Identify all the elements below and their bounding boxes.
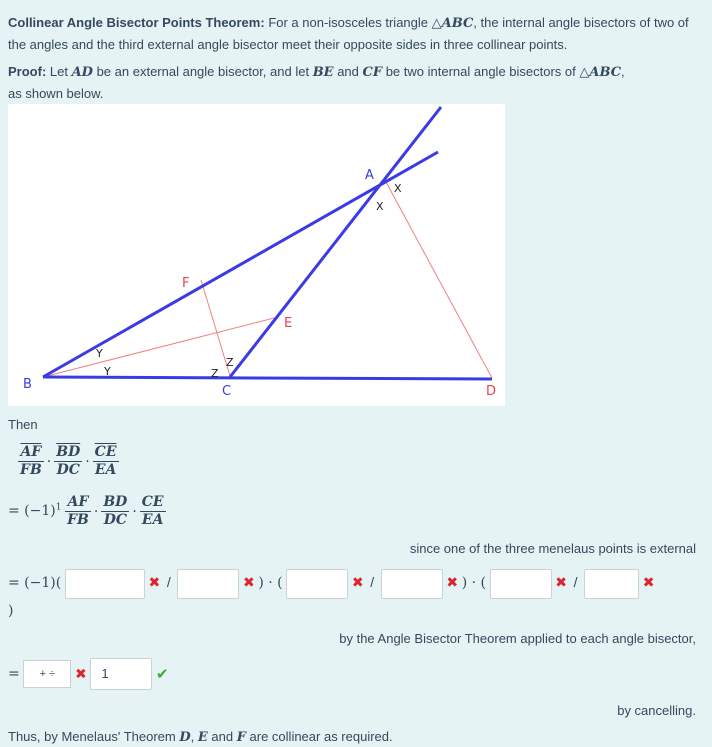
correct-icon: ✔ — [155, 666, 169, 683]
incorrect-icon: ✖ — [642, 574, 655, 590]
answer-input-value[interactable]: 1 — [90, 658, 152, 690]
note-cancelling: by cancelling. — [617, 703, 696, 718]
theorem-title: Collinear Angle Bisector Points Theorem: — [8, 15, 265, 30]
answer-input-5[interactable] — [490, 569, 552, 599]
geometry-figure — [8, 104, 505, 406]
incorrect-icon: ✖ — [74, 665, 87, 682]
angle-mark-z1: Z — [211, 367, 219, 380]
note-angle-bisector: by the Angle Bisector Theorem applied to each angle bisector, — [339, 631, 696, 646]
point-f-label: F — [182, 276, 190, 291]
angle-mark-x1: X — [394, 182, 402, 195]
answer-input-1[interactable] — [65, 569, 145, 599]
point-a-label: A — [365, 168, 374, 183]
close-paren: ) — [8, 603, 14, 619]
incorrect-icon: ✖ — [351, 574, 364, 590]
point-c-label: C — [222, 384, 232, 399]
point-e-label: E — [284, 316, 293, 331]
proof-statement: Proof: Let AD be an external angle bisector, and let BE and CF be two internal angle bisectors of △ABC, as shown below. — [8, 64, 625, 101]
theorem-statement: Collinear Angle Bisector Points Theorem: For a non-isosceles triangle △ABC, the internal angle bisectors of two of the angles and the third external angle bisector meet their opposite sides in three collinear points. — [8, 15, 689, 52]
point-d-label: D — [486, 384, 497, 399]
line-ca — [230, 107, 441, 377]
equation-2: = $(-1)^1$ $\frac{AF}{FB}$ · $\frac{BD}{DC}$ · $\frac{CE}{EA}$ — [8, 494, 164, 528]
point-b-label: B — [23, 377, 32, 392]
bisector-ad — [386, 182, 492, 378]
answer-input-6[interactable] — [584, 569, 639, 599]
bisector-be — [43, 317, 278, 377]
equation-3: = (−1)( ✖ / ✖ ) · ( ✖ / ✖ ) · ( ✖ / ✖ — [8, 566, 708, 599]
angle-mark-z2: Z — [226, 356, 234, 369]
incorrect-icon: ✖ — [446, 574, 459, 590]
equation-4: = + ÷ ✖ 1 ✔ — [8, 658, 169, 690]
triangle-diagram — [8, 104, 505, 406]
angle-mark-x2: X — [376, 200, 384, 213]
angle-mark-y2: Y — [104, 365, 111, 378]
then-label: Then — [8, 417, 38, 432]
incorrect-icon: ✖ — [242, 574, 255, 590]
angle-mark-y1: Y — [96, 347, 103, 360]
answer-input-2[interactable] — [177, 569, 239, 599]
answer-input-3[interactable] — [286, 569, 348, 599]
incorrect-icon: ✖ — [148, 574, 161, 590]
incorrect-icon: ✖ — [555, 574, 567, 590]
answer-input-4[interactable] — [381, 569, 443, 599]
equation-1: $\frac{\overline{AF}}{FB}$ · $\frac{\overline{BD}}{DC}$ · $\frac{\overline{CE}}{EA}$ — [20, 444, 117, 478]
proof-label: Proof: — [8, 64, 47, 79]
operation-stepper[interactable]: + ÷ — [23, 660, 71, 688]
note-external-point: since one of the three menelaus points is external — [409, 541, 696, 556]
conclusion: Thus, by Menelaus' Theorem D, E and F are collinear as required. — [8, 729, 393, 745]
